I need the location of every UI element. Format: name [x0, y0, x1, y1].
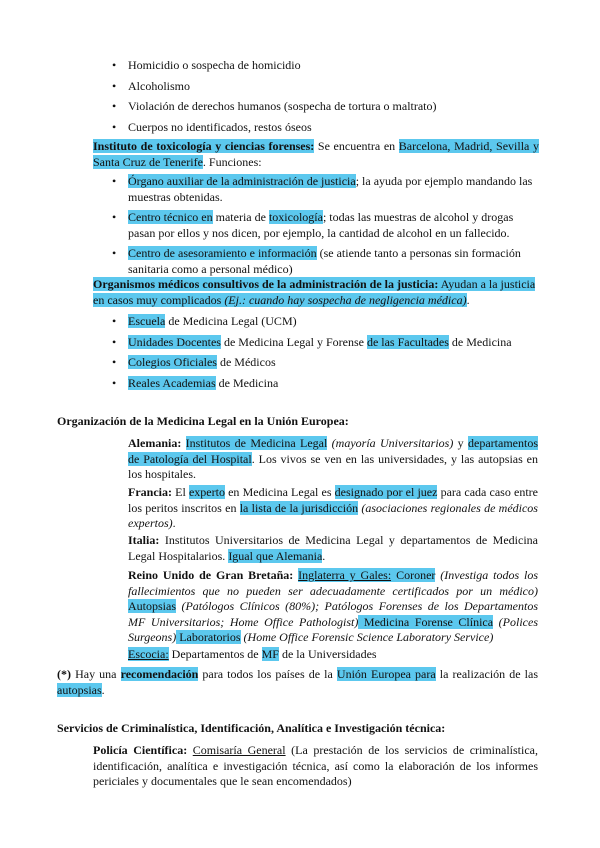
- text: . Funciones:: [202, 154, 262, 169]
- highlight: Reales Academias: [128, 375, 216, 390]
- reino-unido-paragraph: [128, 568, 538, 646]
- highlight: Medicina Forense Clínica: [358, 614, 494, 629]
- highlight: Centro técnico en: [128, 210, 213, 224]
- text: (Home Office Forensic Science Laboratory Service): [240, 630, 494, 644]
- list-item: • Violación de derechos humanos (sospecha de tortura o maltrato): [128, 99, 558, 115]
- list-item: [128, 246, 539, 277]
- italia-label: Italia:: [128, 533, 160, 547]
- text: ; todas las muestras de alcohol y drogas pasan por ellos y nos dicen, por ejemplo, la cantidad de alcohol en un fallecido.: [128, 210, 514, 240]
- highlight: autopsias: [57, 682, 102, 697]
- text: (se atiende tanto a personas sin formación sanitaria como a personal médico): [128, 246, 521, 276]
- policia-paragraph: [93, 743, 538, 790]
- cities-highlight: Barcelona, Madrid, Sevilla y: [398, 139, 539, 153]
- highlight: Órgano auxiliar de la administración de justicia: [128, 174, 356, 188]
- text: .: [466, 292, 470, 307]
- reino-unido-label: Reino Unido de Gran Bretaña:: [128, 568, 294, 582]
- bullet-list-funciones: [128, 174, 539, 277]
- organismos-title: Organismos médicos consultivos de la administración de la justicia:: [93, 277, 439, 291]
- servicios-heading: [57, 721, 557, 737]
- text: la realización de las: [435, 667, 538, 681]
- text: y: [453, 436, 469, 450]
- highlight: Laboratorios: [176, 630, 241, 644]
- text: Institutos Universitarios de Medicina Legal y departamentos de Medicina Legal Hospitalarios.: [128, 533, 538, 563]
- text: . Los vivos se ven en las universidades, y las autopsias en los hospitales.: [128, 451, 539, 481]
- highlight: Inglaterra y Gales:: [298, 568, 392, 582]
- text: (Investiga todos los fallecimientos que no pueden ser adecuadamente certificados por un médico): [128, 568, 539, 598]
- list-item: [128, 314, 548, 330]
- heading: Organización de la Medicina Legal en la Unión Europea:: [57, 414, 349, 428]
- highlight: Centro de asesoramiento e información: [128, 246, 317, 260]
- alemania-label: Alemania:: [128, 436, 182, 450]
- text: de la Universidades: [278, 647, 377, 661]
- cities-highlight: Santa Cruz de Tenerife: [93, 154, 203, 169]
- highlight: Colegios Oficiales: [128, 355, 217, 369]
- text: Se encuentra en: [314, 139, 399, 153]
- highlight: Unión Europea para: [336, 667, 436, 681]
- toxicologia-title: Instituto de toxicología y ciencias forenses:: [93, 139, 315, 153]
- highlight: Coroner: [391, 568, 436, 582]
- highlight: Institutos de Medicina Legal: [185, 436, 328, 450]
- text: Departamentos de: [168, 647, 262, 661]
- comisaria-link: Comisaría General: [192, 743, 286, 757]
- highlight: MF: [261, 647, 279, 661]
- text: (asociaciones regionales de médicos expertos): [128, 500, 538, 530]
- francia-paragraph: [128, 485, 538, 532]
- text: (mayoría Universitarios): [327, 436, 454, 450]
- text: para cada caso entre los peritos inscritos en: [128, 485, 538, 515]
- text: (La prestación de los servicios de criminalística, identificación, analítica e investigación técnica, así como la elaboración de los informes periciales y documentales que le sean encomendados): [93, 743, 538, 788]
- text: (Polices Surgeons): [128, 614, 539, 644]
- text: .: [101, 682, 105, 697]
- text: de Médicos: [216, 355, 276, 369]
- bullet-list-organismos: [128, 314, 548, 391]
- toxicologia-paragraph: [93, 139, 539, 170]
- francia-label: Francia:: [128, 485, 172, 499]
- text: de Medicina Legal y Forense: [220, 334, 367, 349]
- recomendacion-note: [57, 667, 538, 698]
- text: .: [322, 548, 326, 563]
- organismos-paragraph: [93, 277, 543, 308]
- text: ; la ayuda por ejemplo mandando las muestras obtenidas.: [128, 174, 533, 204]
- text: (Patólogos Clínicos (80%); Patólogos Forenses de los Departamentos MF Universitarios; Home Office Pathologist): [128, 599, 538, 629]
- text: (Ej.: cuando hay sospecha de negligencia médica): [221, 292, 467, 307]
- highlight: toxicología: [268, 210, 323, 224]
- list-item: • Alcoholismo: [128, 79, 558, 95]
- list-item: • Cuerpos no identificados, restos óseos: [128, 120, 558, 136]
- text: .: [172, 516, 176, 530]
- text: Hay una: [71, 667, 121, 681]
- europa-heading: [57, 414, 557, 430]
- highlight: recomendación: [120, 667, 199, 681]
- highlight: Escuela: [128, 314, 166, 328]
- list-item: [128, 355, 548, 371]
- italia-paragraph: [128, 533, 538, 564]
- text: de Medicina: [215, 375, 279, 390]
- list-item: [128, 335, 548, 351]
- highlight: la lista de la jurisdicción: [239, 500, 359, 515]
- text: de Medicina: [448, 334, 512, 349]
- escocia-paragraph: [128, 647, 538, 663]
- text: Ayudan a la justicia en casos muy complicados: [93, 277, 536, 307]
- text: de Medicina Legal (UCM): [165, 314, 297, 328]
- note-marker: (*): [57, 667, 71, 681]
- highlight: departamentos de Patología del Hospital: [128, 436, 539, 466]
- alemania-paragraph: [128, 436, 538, 483]
- text: materia de: [212, 210, 269, 224]
- bullet-list-cases: [128, 58, 558, 135]
- highlight: Unidades Docentes: [128, 334, 221, 349]
- text: El: [172, 485, 189, 499]
- heading: Servicios de Criminalística, Identificación, Analítica e Investigación técnica:: [57, 721, 446, 735]
- highlight: Igual que Alemania: [228, 548, 323, 563]
- highlight: de las Facultades: [366, 334, 449, 349]
- highlight: Autopsias: [128, 599, 176, 613]
- text: en Medicina Legal es: [224, 485, 335, 499]
- highlight: designado por el juez: [334, 485, 438, 499]
- text: para todos los países de la: [198, 667, 337, 681]
- list-item: [128, 376, 548, 392]
- list-item: [128, 174, 539, 205]
- list-item: • Homicidio o sospecha de homicidio: [128, 58, 558, 74]
- list-item: [128, 210, 539, 241]
- highlight: experto: [188, 485, 225, 499]
- highlight: Escocia:: [128, 647, 169, 661]
- policia-label: Policía Científica:: [93, 743, 188, 757]
